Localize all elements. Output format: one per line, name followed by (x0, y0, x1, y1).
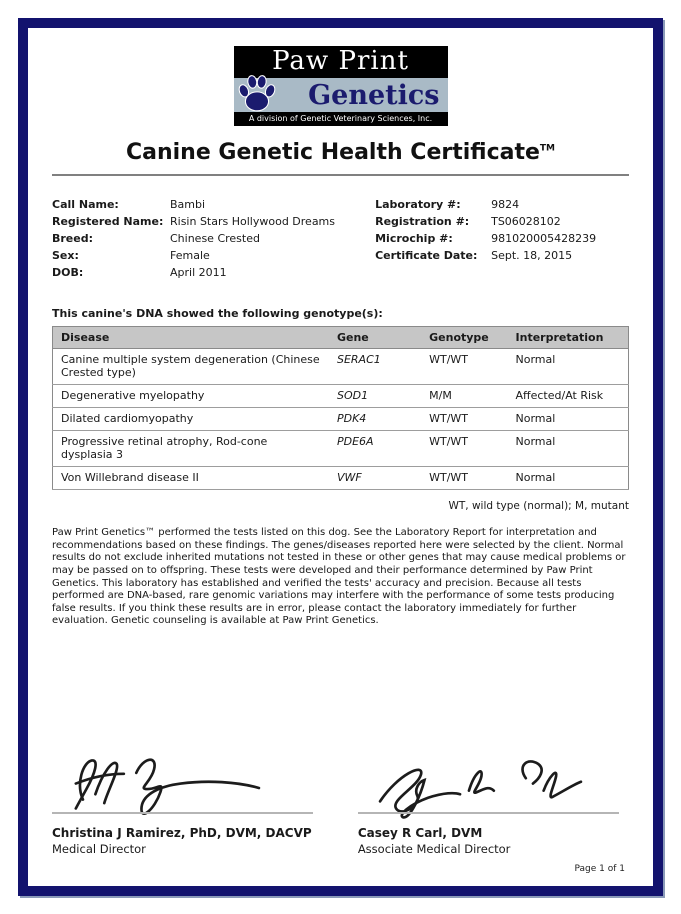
cell-gene: SOD1 (329, 385, 421, 408)
info-label: Sex: (52, 249, 79, 263)
cell-genotype: WT/WT (421, 408, 507, 431)
info-row-registered-name (52, 213, 375, 230)
title-divider (52, 174, 629, 176)
cell-interpretation: Normal (508, 349, 629, 385)
info-label: Certificate Date: (375, 249, 478, 263)
cell-genotype: WT/WT (421, 349, 507, 385)
table-row (53, 408, 629, 431)
page-number: Page 1 of 1 (574, 864, 625, 874)
cell-gene: PDK4 (329, 408, 421, 431)
genotype-legend: WT, wild type (normal); M, mutant (448, 500, 629, 513)
info-row-certificate-date (375, 247, 629, 264)
cell-interpretation: Affected/At Risk (508, 385, 629, 408)
signature-block-medical-director (52, 758, 323, 856)
info-row-call-name (52, 196, 375, 213)
signature-block-associate-medical-director (358, 758, 629, 856)
cell-disease: Dilated cardiomyopathy (53, 408, 329, 431)
info-value: Chinese Crested (170, 232, 260, 246)
info-value: April 2011 (170, 266, 227, 280)
cell-gene: SERAC1 (329, 349, 421, 385)
signature-line (358, 812, 619, 814)
info-row-microchip (375, 230, 629, 247)
cell-gene: PDE6A (329, 431, 421, 467)
info-label: Laboratory #: (375, 198, 461, 212)
info-row-breed (52, 230, 375, 247)
certificate-content (28, 28, 653, 886)
column-header-gene: Gene (329, 327, 421, 349)
cell-genotype: M/M (421, 385, 507, 408)
info-value: 981020005428239 (491, 232, 597, 246)
info-row-registration (375, 213, 629, 230)
info-label: Registration #: (375, 215, 470, 229)
info-value: 9824 (491, 198, 520, 212)
cell-gene: VWF (329, 467, 421, 490)
signer-name: Casey R Carl, DVM (357, 826, 483, 840)
cell-interpretation: Normal (508, 431, 629, 467)
logo-wordmark-top: Paw Print (234, 46, 448, 78)
table-row (53, 431, 629, 467)
info-value: Risin Stars Hollywood Dreams (170, 215, 336, 229)
info-value: Sept. 18, 2015 (491, 249, 573, 263)
genotype-results-table (52, 326, 629, 490)
info-row-sex (52, 247, 375, 264)
signature-area (52, 758, 323, 814)
logo-tagline: A division of Genetic Veterinary Sciences, Inc. (234, 112, 448, 126)
results-heading: This canine's DNA showed the following genotype(s): (52, 307, 383, 321)
cell-disease: Degenerative myelopathy (53, 385, 329, 408)
signature-section (52, 758, 629, 856)
trademark-symbol: TM (539, 143, 556, 154)
info-value: TS06028102 (491, 215, 561, 229)
table-row (53, 467, 629, 490)
cell-disease: Progressive retinal atrophy, Rod-cone dysplasia 3 (53, 431, 329, 467)
cell-interpretation: Normal (508, 408, 629, 431)
info-label: Registered Name: (52, 215, 164, 229)
handwritten-signature-icon (358, 748, 603, 828)
signature-area (358, 758, 629, 814)
column-header-interpretation: Interpretation (508, 327, 629, 349)
signer-name: Christina J Ramirez, PhD, DVM, DACVP (52, 826, 312, 840)
cell-genotype: WT/WT (421, 467, 507, 490)
table-row (53, 385, 629, 408)
column-header-genotype: Genotype (421, 327, 507, 349)
info-label: DOB: (52, 266, 84, 280)
signature-line (52, 812, 313, 814)
cell-disease: Canine multiple system degeneration (Chinese Crested type) (53, 349, 329, 385)
paw-print-genetics-logo (234, 46, 448, 126)
logo-wordmark-genetics: Genetics (308, 79, 440, 111)
info-row-laboratory (375, 196, 629, 213)
dog-info-right-column (375, 196, 629, 281)
column-header-disease: Disease (53, 327, 329, 349)
cell-genotype: WT/WT (421, 431, 507, 467)
signer-title: Associate Medical Director (357, 842, 511, 856)
info-label: Microchip #: (375, 232, 453, 246)
info-value: Female (170, 249, 210, 263)
info-label: Breed: (52, 232, 94, 246)
page-title-text: Canine Genetic Health Certificate (125, 140, 540, 166)
info-value: Bambi (170, 198, 206, 212)
cell-interpretation: Normal (508, 467, 629, 490)
table-row (53, 349, 629, 385)
dog-info-section (52, 196, 629, 281)
page-title (52, 140, 629, 165)
signer-title: Medical Director (52, 842, 146, 856)
info-label: Call Name: (52, 198, 119, 212)
dog-info-left-column (52, 196, 375, 281)
disclaimer-paragraph: Paw Print Genetics™ performed the tests listed on this dog. See the Laboratory Report for interpretation and recommendations based on these findings. The genes/diseases reported here were selected by the client. Normal results do not exclude inherited mutations not tested in these or other genes that may cause medical problems or may be passed on to offspring. These tests were developed and their performance determined by Paw Print Genetics. This laboratory has established and verified the tests' accuracy and precision. Because all tests performed are DNA-based, rare genomic variations may interfere with the performance of some tests producing false results. If you think these results are in error, please contact the laboratory immediately for further evaluation. Genetic counseling is available at Paw Print Genetics. (52, 527, 626, 627)
info-row-dob (52, 264, 375, 281)
cell-disease: Von Willebrand disease II (53, 467, 329, 490)
paw-print-icon (236, 73, 278, 115)
logo-wordmark-band (234, 78, 448, 112)
certificate-frame (18, 18, 663, 896)
handwritten-signature-icon (52, 748, 297, 828)
table-header-row (53, 327, 629, 349)
